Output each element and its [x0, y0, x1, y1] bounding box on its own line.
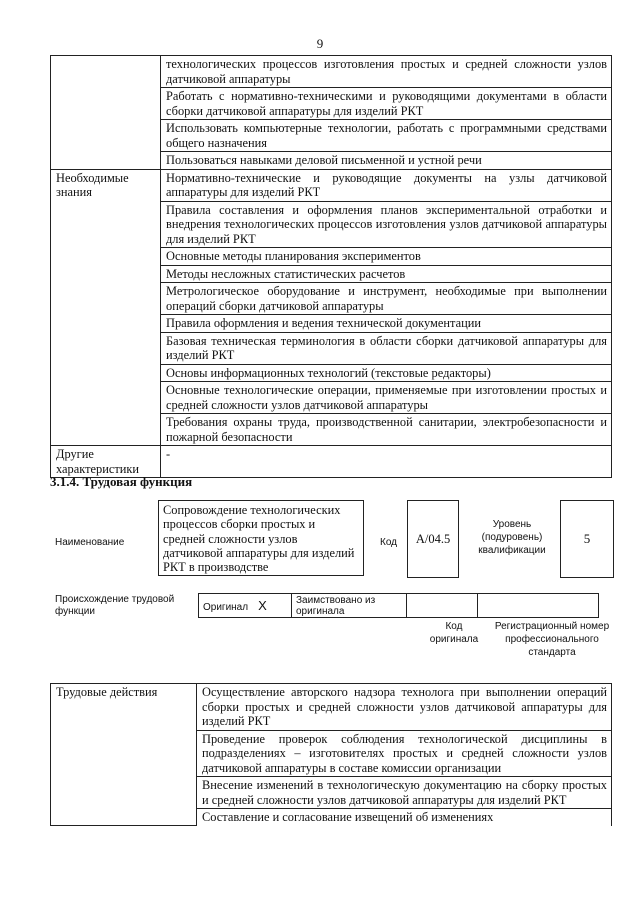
labor-actions-table — [50, 683, 612, 826]
table-cell: Внесение изменений в технологическую документацию на сборку простых и средней сложности узлов датчиковой аппаратуры для изделий РКТ — [197, 777, 612, 809]
code-box: А/04.5 — [407, 500, 459, 578]
table-row — [51, 169, 612, 201]
original-cell — [199, 594, 292, 618]
row-label-knowledge: Необходимые знания — [51, 169, 161, 446]
table-cell: Требования охраны труда, производственной санитарии, электробезопасности и пожарной безопасности — [161, 414, 612, 446]
origin-label: Происхождение трудовой функции — [55, 594, 175, 617]
table-cell: Базовая техническая терминология в области сборки датчиковой аппаратуры для изделий РКТ — [161, 332, 612, 364]
table-cell: Основные технологические операции, применяемые при изготовлении простых и средней сложности узлов датчиковой аппаратуры — [161, 382, 612, 414]
reg-number-label: Регистрационный номер профессионального стандарта — [494, 621, 610, 658]
table-cell: Пользоваться навыками деловой письменной и устной речи — [161, 152, 612, 170]
table-cell: Основы информационных технологий (текстовые редакторы) — [161, 364, 612, 382]
table-cell: Нормативно-технические и руководящие документы на узлы датчиковой аппаратуры для изделий РКТ — [161, 169, 612, 201]
table-cell: Составление и согласование извещений об изменениях — [197, 809, 612, 826]
borrowed-cell: Заимствовано из оригинала — [292, 594, 407, 618]
table-cell: Работать с нормативно-техническими и руководящими документами в области сборки датчиковой аппаратуры для изделий РКТ — [161, 88, 612, 120]
row-label — [51, 56, 161, 170]
level-label: Уровень (подуровень) квалификации — [478, 519, 546, 556]
table-cell: Осуществление авторского надзора технолога при выполнении операций сборки простых и средней сложности узлов датчиковой аппаратуры для изделий РКТ — [197, 684, 612, 731]
table-cell: технологических процессов изготовления простых и средней сложности узлов датчиковой аппаратуры — [161, 56, 612, 88]
table-cell: Проведение проверок соблюдения технологической дисциплины в подразделениях – изготовителях простых и средней сложности узлов датчиковой аппаратуры в составе комиссии организации — [197, 730, 612, 777]
table-cell: Метрологическое оборудование и инструмент, необходимые при выполнении операций сборки датчиковой аппаратуры — [161, 283, 612, 315]
table-cell: Правила составления и оформления планов экспериментальной отработки и внедрения технологических процессов изготовления узлов датчиковой аппаратуры для изделий РКТ — [161, 201, 612, 248]
page-number: 9 — [316, 36, 324, 51]
table-cell: Использовать компьютерные технологии, работать с программными средствами общего назначения — [161, 120, 612, 152]
table-cell: Основные методы планирования экспериментов — [161, 248, 612, 266]
reg-number-cell — [478, 594, 599, 618]
row-label-other: Другие характеристики — [51, 446, 161, 478]
original-label: Оригинал — [203, 602, 249, 613]
skills-knowledge-table — [50, 55, 612, 478]
original-mark: X — [258, 598, 267, 613]
section-heading: 3.1.4. Трудовая функция — [50, 474, 193, 489]
code-original-cell — [407, 594, 478, 618]
row-label-actions: Трудовые действия — [51, 684, 197, 826]
table-cell: Правила оформления и ведения технической документации — [161, 315, 612, 333]
table-row — [199, 594, 599, 618]
code-label: Код — [380, 537, 398, 548]
origin-table — [198, 593, 599, 618]
table-row — [51, 56, 612, 88]
table-row — [51, 446, 612, 478]
table-cell: Методы несложных статистических расчетов — [161, 265, 612, 283]
table-row — [51, 684, 612, 731]
level-box: 5 — [560, 500, 614, 578]
table-cell: - — [161, 446, 612, 478]
function-name-box: Сопровождение технологических процессов сборки простых и средней сложности узлов датчиковой аппаратуры для изделий РКТ в производстве — [158, 500, 364, 576]
code-original-label: Код оригинала — [429, 621, 479, 645]
name-label: Наименование — [55, 537, 125, 548]
